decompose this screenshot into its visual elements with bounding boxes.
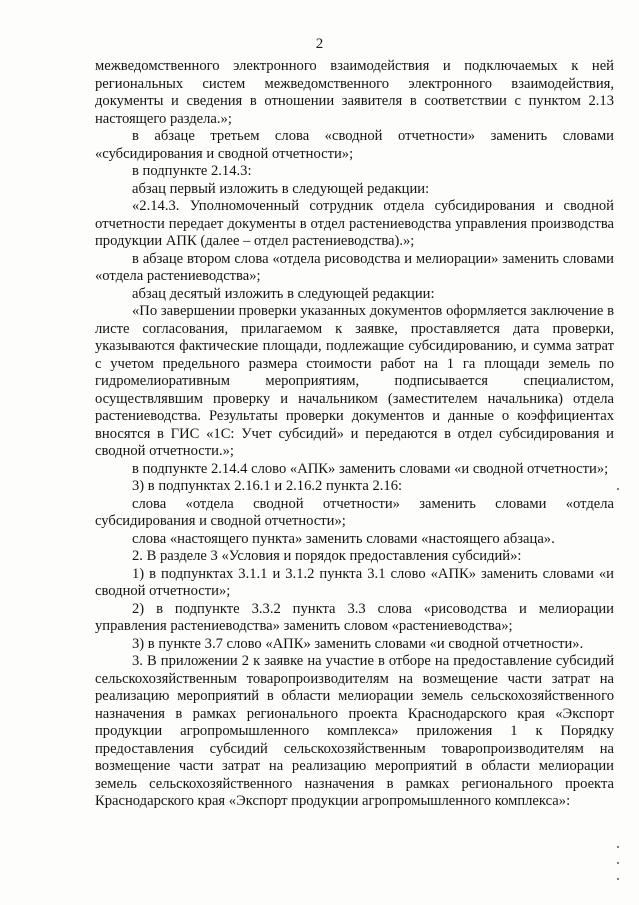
scan-speck	[617, 862, 619, 864]
paragraph: слова «отдела сводной отчетности» заменить словами «отдела субсидирования и сводной отчетности»;	[95, 495, 614, 529]
paragraph: в подпункте 2.14.3:	[132, 163, 252, 179]
paragraph: «По завершении проверки указанных документов оформляется заключение в листе согласования, прилагаемом к заявке, проставляется дата проверки, указываются фактические площади, подлежащие субсидированию, и сумма затрат с учетом предельного размера стоимости работ на 1 га площади земель по гидромелиоративным мероприятиям, подписывается специалистом, осуществлявшим проверку и начальником (заместителем начальника) отдела растениеводства. Результаты проверки документов и данные о коэффициентах вносятся в ГИС «1С: Учет субсидий» и передаются в отдел субсидирования и сводной отчетности.»;	[95, 303, 614, 459]
document-body	[95, 58, 614, 811]
paragraph: 2. В разделе 3 «Условия и порядок предоставления субсидий»:	[132, 548, 522, 564]
scan-speck	[617, 846, 619, 848]
paragraph: 3) в пункте 3.7 слово «АПК» заменить словами «и сводной отчетности».	[132, 635, 584, 652]
page-number: 2	[315, 36, 324, 52]
paragraph: слова «настоящего пункта» заменить словами «настоящего абзаца».	[132, 530, 555, 547]
paragraph: 1) в подпунктах 3.1.1 и 3.1.2 пункта 3.1 слово «АПК» заменить словами «и сводной отчетности»;	[95, 565, 614, 599]
scan-speck	[617, 878, 619, 880]
paragraph: абзац первый изложить в следующей редакции:	[132, 180, 430, 197]
paragraph: 3) в подпунктах 2.16.1 и 2.16.2 пункта 2.16:	[132, 478, 403, 494]
paragraph: межведомственного электронного взаимодействия и подключаемых к ней региональных систем межведомственного электронного взаимодействия, документы и сведения в отношении заявителя в соответствии с пунктом 2.13 настоящего раздела.»;	[95, 58, 614, 127]
scan-speck	[617, 488, 619, 490]
paragraph: 3. В приложении 2 к заявке на участие в отборе на предоставление субсидий сельскохозяйственным товаропроизводителям на возмещение части затрат на реализацию мероприятий в области мелиорации земель сельскохозяйственного назначения в рамках регионального проекта Краснодарского края «Экспорт продукции агропромышленного комплекса» приложения 1 к Порядку предоставления субсидий сельскохозяйственным товаропроизводителям на возмещение части затрат на реализацию мероприятий в области мелиорации земель сельскохозяйственного назначения в рамках регионального проекта Краснодарского края «Экспорт продукции агропромышленного комплекса»:	[95, 653, 614, 809]
scan-specks	[617, 0, 621, 905]
paragraph: «2.14.3. Уполномоченный сотрудник отдела субсидирования и сводной отчетности передает документы в отдел растениеводства управления производства продукции АПК (далее – отдел растениеводства).»;	[95, 198, 614, 249]
paragraph: в абзаце втором слова «отдела рисоводства и мелиорации» заменить словами «отдела растениеводства»;	[95, 250, 614, 284]
paragraph: в абзаце третьем слова «сводной отчетности» заменить словами «субсидирования и сводной отчетности»;	[95, 128, 614, 162]
paragraph: 2) в подпункте 3.3.2 пункта 3.3 слова «рисоводства и мелиорации управления растениеводства» заменить словом «растениеводства»;	[95, 600, 614, 634]
paragraph: в подпункте 2.14.4 слово «АПК» заменить словами «и сводной отчетности»;	[132, 460, 609, 477]
paragraph: абзац десятый изложить в следующей редакции:	[132, 285, 435, 302]
